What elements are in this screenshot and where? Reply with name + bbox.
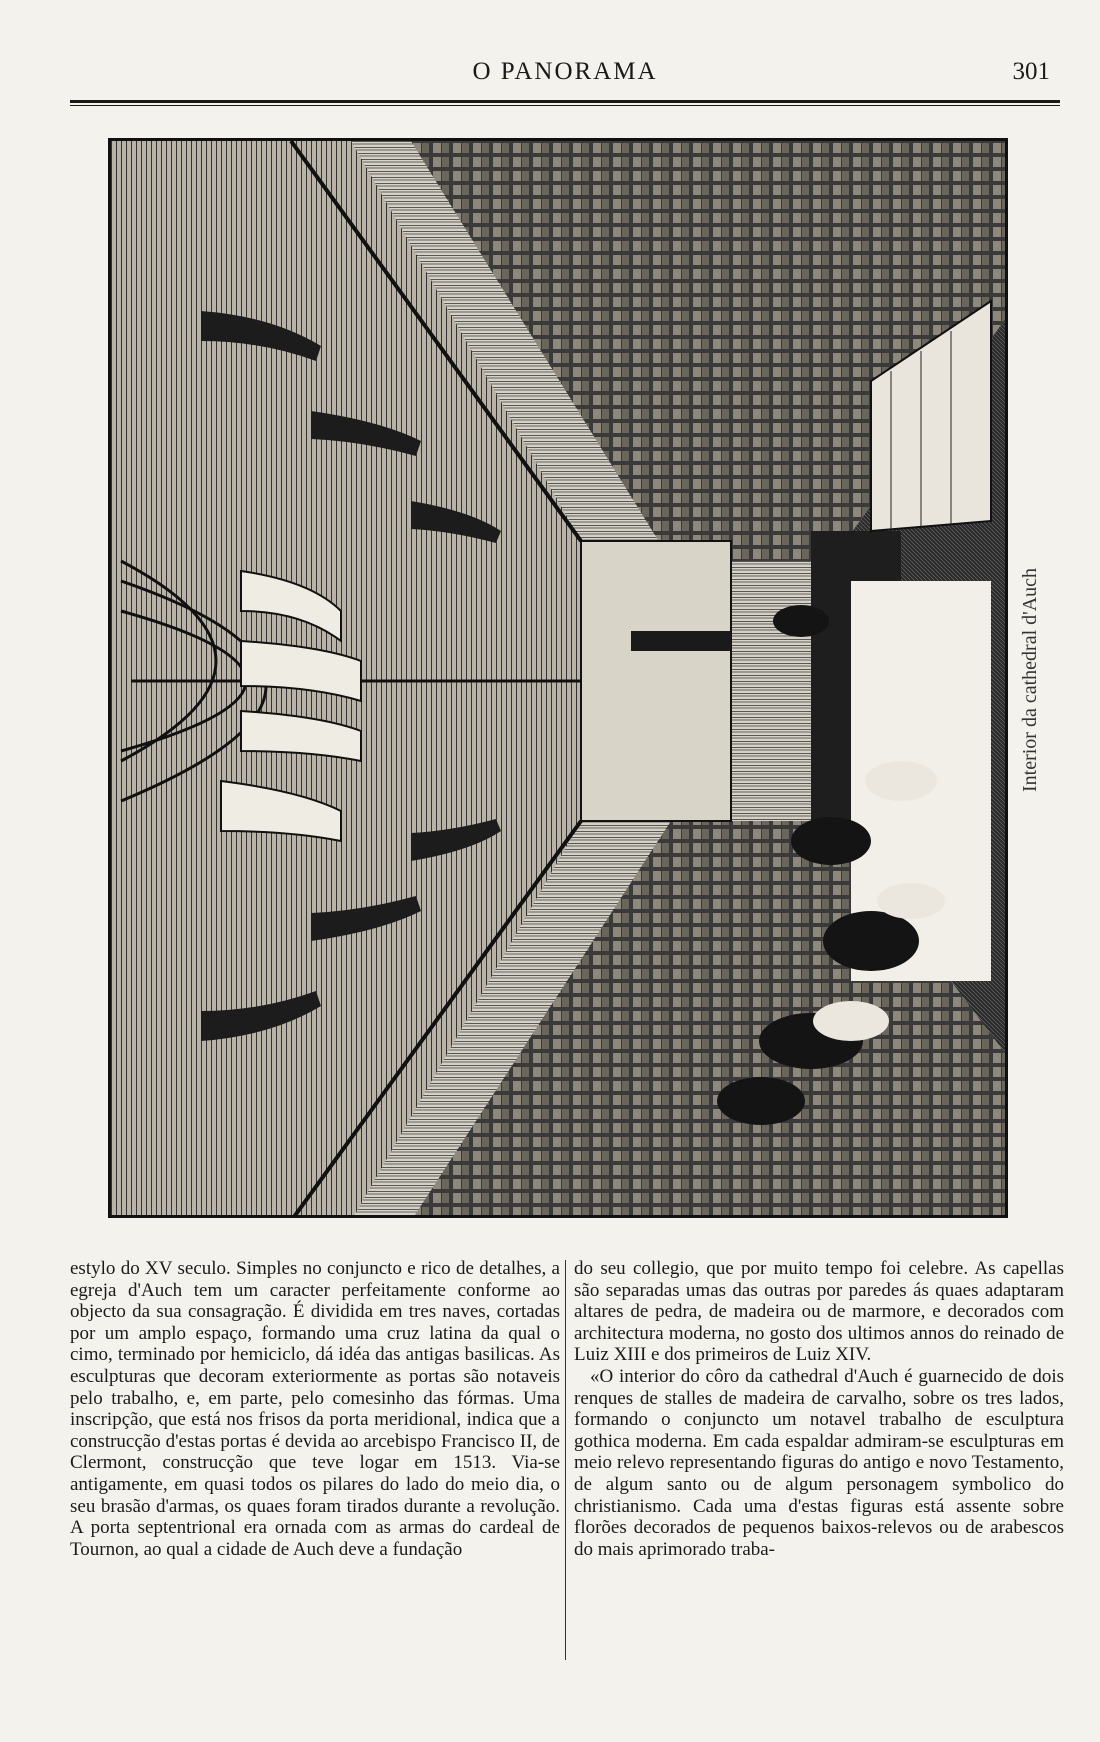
page-number: 301	[1012, 58, 1050, 85]
article-body	[70, 1258, 1070, 1668]
right-column	[574, 1258, 1064, 1560]
left-column	[70, 1258, 560, 1560]
right-column-paragraph-2: «O interior do côro da cathedral d'Auch é guarnecido de dois renques de stalles de madeira de carvalho, sobre os tres lados, formando o conjuncto um notavel trabalho de esculptura gothica moderna. Em cada espaldar admiram-se esculpturas em meio relevo representando figuras do antigo e novo Testamento, de algum santo ou de algum personagem symbolico do christianismo. Cada uma d'estas figuras está assente sobre florões decorados de pequenos baixos-relevos ou de arabescos do mais aprimorado traba-	[574, 1365, 1064, 1560]
right-column-paragraph-1: do seu collegio, que por muito tempo foi celebre. As capellas são separadas umas das outras por paredes ás quaes adaptaram altares de pedra, de madeira ou de marmore, e decorados com architectura moderna, no gosto dos ultimos annos do reinado de Luiz XIII e dos primeiros de Luiz XIV.	[574, 1258, 1064, 1366]
header-rule-thick	[70, 100, 1060, 103]
journal-title: O PANORAMA	[472, 58, 658, 85]
cathedral-interior-engraving	[108, 138, 1008, 1218]
column-divider	[565, 1260, 566, 1660]
header-rule-thin	[70, 105, 1060, 106]
engraving-caption: Interior da cathedral d'Auch	[1019, 567, 1041, 793]
left-column-text: estylo do XV seculo. Simples no conjuncto e rico de detalhes, a egreja d'Auch tem um caracter perfeitamente conforme ao objecto da sua consagração. É dividida em tres naves, cortadas por um amplo espaço, formando uma cruz latina da qual o cimo, terminado por hemiciclo, dá idéa das antigas basilicas. As esculpturas que decoram exteriormente as portas são notaveis pelo trabalho, e, em parte, pelo comesinho das fórmas. Uma inscripção, que está nos frisos da porta meridional, indica que a construcção d'estas portas é devida ao arcebispo Francisco II, de Clermont, construcção que teve logar em 1513. Via-se antigamente, em quasi todos os pilares do lado do meio dia, o seu brasão d'armas, os quaes foram tirados durante a revolução. A porta septentrional era ornada com as armas do cardeal de Tournon, ao qual a cidade de Auch deve a fundação	[70, 1258, 560, 1560]
page-header	[70, 58, 1060, 98]
